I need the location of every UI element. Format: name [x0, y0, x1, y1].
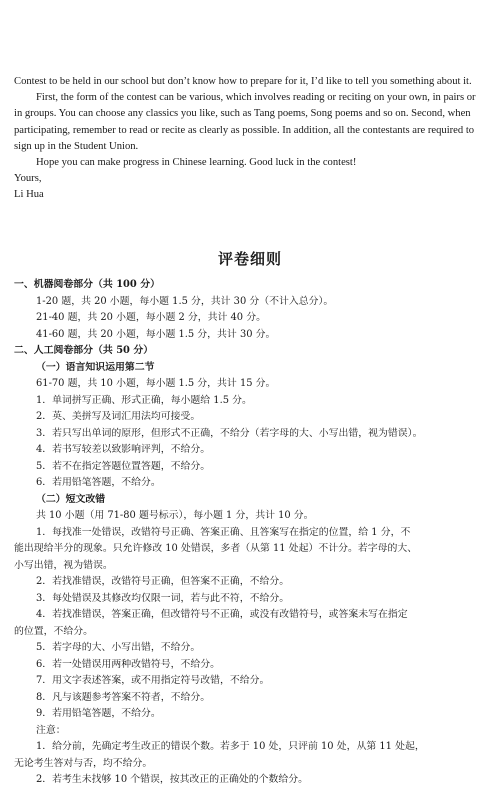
rule-line: 1．单词拼写正确、形式正确，每小题给 1.5 分。: [36, 394, 252, 406]
rule-line: 4．若书写较差以致影响评判，不给分。: [36, 444, 211, 455]
rule-line: 41-60 题，共 20 小题，每小题 1.5 分，共计 30 分。: [36, 328, 276, 340]
subsection-heading: （二）短文改错: [36, 493, 106, 505]
rule-line: 能出现给半分的现象。只允许修改 10 处错误，多者（从第 11 处起）不计分。若字母的大、: [14, 543, 418, 554]
rule-line: 1-20 题，共 20 小题，每小题 1.5 分，共计 30 分（不计入总分）。: [36, 295, 334, 307]
rule-line: 1．给分前，先确定考生改正的错误个数。若多于 10 处，只评前 10 处，从第 11 处起，: [36, 741, 425, 752]
rule-line: 21-40 题，共 20 小题，每小题 2 分，共计 40 分。: [36, 312, 266, 323]
letter-signature: Li Hua: [14, 189, 44, 201]
rule-line: 无论考生答对与否，均不给分。: [14, 757, 153, 769]
section-heading: 二、人工阅卷部分（共 50 分）: [14, 345, 154, 356]
rule-line: 2．若考生未找够 10 个错误，按其改正的正确处的个数给分。: [36, 774, 309, 785]
rule-line: 2．英、美拼写及词汇用法均可接受。: [36, 411, 201, 422]
letter-closing: Yours,: [14, 173, 42, 185]
letter-body: [14, 74, 486, 204]
letter-paragraph: Hope you can make progress in Chinese learning. Good luck in the contest!: [36, 157, 357, 169]
rules-title: 评卷细则: [217, 250, 282, 268]
rule-line: 5．若字母的大、小写出错，不给分。: [36, 642, 201, 653]
rule-line: 2．若找准错误，改错符号正确，但答案不正确，不给分。: [36, 576, 290, 587]
rule-line: 5．若不在指定答题位置答题，不给分。: [36, 460, 211, 472]
letter-paragraph: First, the form of the contest can be various, which involves reading or reciting on your own, in pairs or in groups. You can choose any classics you like, such as Tang poems, Song poems and so on. Second, when participating, remember to read or recite as clearly as possible. In addition, all the contestants are required to sign up in the Student Union.: [14, 92, 476, 152]
rule-line: 4．若找准错误，答案正确，但改错符号不正确，或没有改错符号，或答案未写在指定: [36, 609, 408, 620]
rule-line: 6．若用铅笔答题，不给分。: [36, 477, 161, 488]
rule-line: 8．凡与该题参考答案不符者，不给分。: [36, 691, 211, 703]
rule-line: 3．每处错误及其修改均仅限一词，若与此不符，不给分。: [36, 592, 290, 604]
rule-line: 6．若一处错误用两种改错符号，不给分。: [36, 658, 221, 670]
section-heading: 一、机器阅卷部分（共 100 分）: [14, 279, 160, 290]
note-heading: 注意：: [36, 724, 66, 736]
rule-line: 1．每找准一处错误，改错符号正确、答案正确、且答案写在指定的位置，给 1 分，不: [36, 526, 411, 538]
rule-line: 小写出错，视为错误。: [14, 559, 113, 571]
subsection-heading: （一）语言知识运用第二节: [36, 361, 155, 373]
rule-line: 7．用文字表述答案，或不用指定符号改错，不给分。: [36, 675, 270, 686]
rule-line: 的位置，不给分。: [14, 625, 94, 637]
rules-body: [14, 277, 488, 789]
rule-line: 共 10 小题（用 71-80 题号标示），每小题 1 分，共计 10 分。: [36, 510, 314, 521]
letter-paragraph: Contest to be held in our school but don’t know how to prepare for it, I’d like to tell you something about it.: [14, 76, 472, 87]
rule-line: 9．若用铅笔答题，不给分。: [36, 708, 161, 719]
rule-line: 3．若只写出单词的原形，但形式不正确，不给分（若字母的大、小写出错，视为错误）。: [36, 427, 423, 439]
rule-line: 61-70 题，共 10 小题，每小题 1.5 分，共计 15 分。: [36, 378, 276, 389]
